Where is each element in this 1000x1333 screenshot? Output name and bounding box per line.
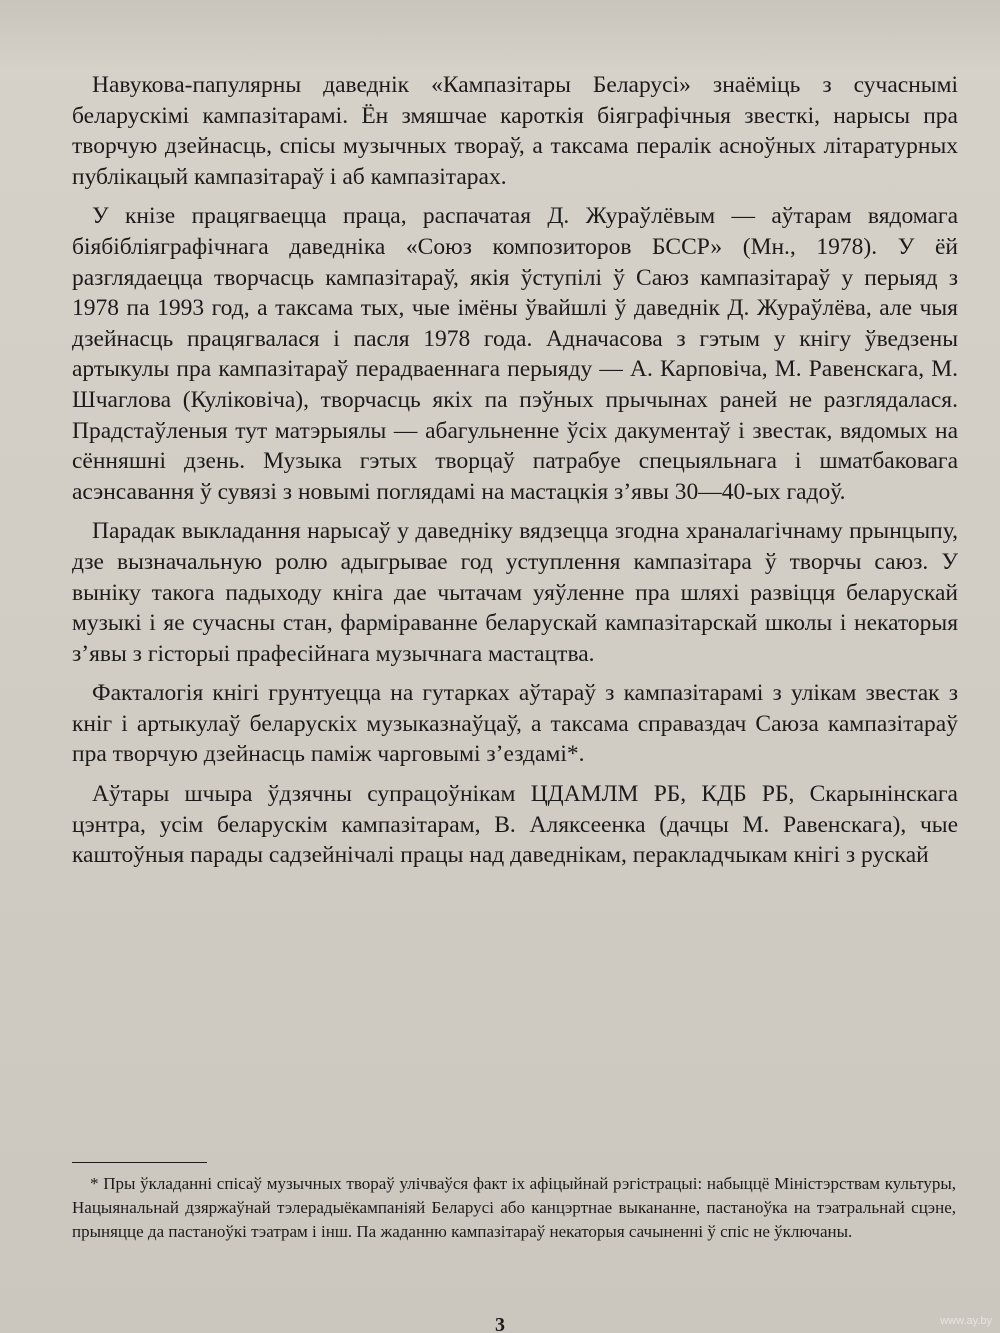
paragraph-intro: Навукова-папулярны даведнік «Кампазітары Беларусі» знаёміць з сучаснымі беларускімі кампазітарамі. Ён змяшчае кароткія біяграфічныя звесткі, нарысы пра творчую дзейнасць, спісы музычных твораў, а таксама пералік асноўных літаратурных публікацый кампазітараў і аб кампазітарах. (72, 72, 958, 190)
paragraph-acknowledgements: Аўтары шчыра ўдзячны супрацоўнікам ЦДАМЛМ РБ, КДБ РБ, Скарынінскага цэнтра, усім беларускім кампазітарам, В. Аляксеенка (дачцы М. Равенскага), чые каштоўныя парады садзейнічалі працы над даведнікам, перакладчыкам кнігі з рускай (72, 781, 958, 869)
paragraph-facts: Фaктaлогія кнігі грунтуецца на гутарках аўтараў з кампазітарамі з улікам звестак з кніг і артыкулаў беларускіх музыказнаўцаў, а таксама справаздач Саюза кампазітараў пра творчую дзейнасць паміж чарговымі з’ездамі*. (72, 680, 958, 768)
watermark: www.ay.by (940, 1315, 992, 1327)
paragraph-order: Парадак выкладання нарысаў у даведніку вядзецца згодна храналагічнаму прынцыпу, дзе вызначальную ролю адыгрывае год уступлення кампазітара ў творчы саюз. У выніку такога падыходу кніга дае чытачам уяўленне пра шляхі развіцця беларускай музыкі і яе сучасны стан, фарміраванне беларускай кампазітарскай школы і некаторыя з’явы з гісторыі прафесійнага музычнага мастацтва. (72, 518, 958, 667)
footnote: * Пры ўкладанні спісаў музычных твораў улічваўся факт іх афіцыйнай рэгістрацыі: набыццё Міністэрствам культуры, Нацыянальнай дзяржаўнай тэлерадыёкампаніяй Беларусі або канцэртнае выкананне, пастаноўка на тэатральнай сцэне, прыняцце да пастаноўкі тэатрам і інш. Па жаданню кампазітараў некаторыя сачыненні ў спіс не ўключаны. (72, 1174, 956, 1241)
page-number: 3 (495, 1314, 505, 1333)
previous-page-bleed-through (0, 0, 1000, 70)
footnote-divider (72, 1162, 207, 1163)
main-text-block (72, 70, 958, 880)
paragraph-continuation: У кнізе працягваецца праца, распачатая Д. Жураўлёвым — аўтарам вядомага біябібліяграфічнага даведніка «Союз композиторов БССР» (Мн., 1978). У ёй разглядаецца творчасць кампазітараў, якія ўступілі ў Саюз кампазітараў у перыяд з 1978 па 1993 год, а таксама тых, чые імёны ўвайшлі ў даведнік Д. Жураўлёва, але чыя дзейнасць працягвалася і пасля 1978 года. Адначасова з гэтым у кнігу ўведзены артыкулы пра кампазітараў перадваеннага перыяду — А. Карповіча, М. Равенскага, М. Шчаглова (Куліковіча), творчасць якіх па пэўных прычынах раней не разглядалася. Прадстаўленыя тут матэрыялы — абагульненне ўсіх дакументаў і звестак, вядомых на сённяшні дзень. Музыка гэтых творцаў патрабуе спецыяльнага і шматбаковага асэнсавання ў сувязі з новымі поглядамі на мастацкія з’явы 30—40-ых гадоў. (72, 203, 958, 505)
